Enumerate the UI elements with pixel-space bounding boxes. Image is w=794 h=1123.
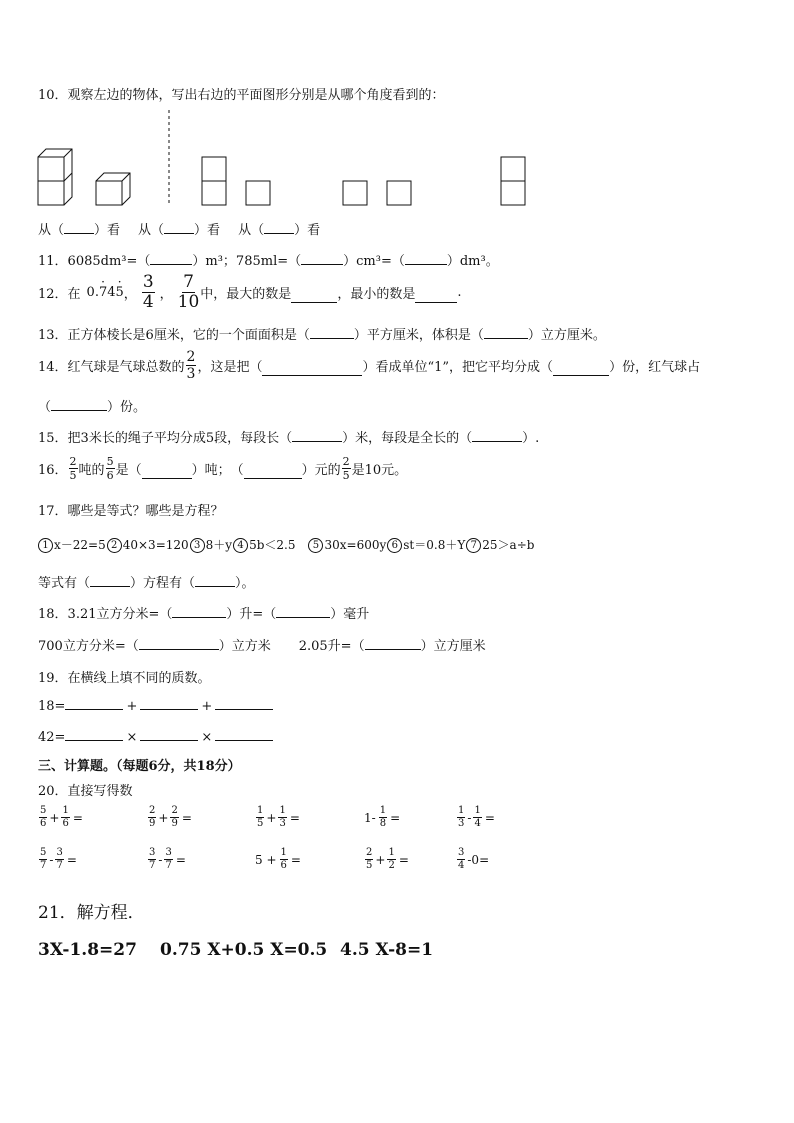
view-c	[501, 157, 525, 205]
blank[interactable]	[90, 575, 130, 587]
blank[interactable]	[65, 729, 123, 741]
expression: 40×3=120	[122, 538, 189, 552]
cube-stack-tall	[38, 149, 72, 205]
q14-line1: 14．红气球是气球总数的 2 3 ，这是把（ ）看成单位“1”，把它平均分成（ ）份，红气球占	[38, 349, 701, 382]
blank[interactable]	[139, 638, 219, 650]
q13: 13．正方体棱长是6厘米，它的一个面面积是（ ）平方厘米，体积是（ ）立方厘米。	[38, 328, 606, 343]
blank[interactable]	[472, 430, 522, 442]
blank[interactable]	[415, 291, 457, 303]
fraction: 3 4	[142, 272, 154, 312]
q15: 15．把3米长的绳子平均分成5段，每段长（ ）米，每段是全长的（ ）.	[38, 431, 540, 446]
arithmetic-item: 1- $\frac{1}{8}$ =	[364, 805, 401, 829]
fraction: $\frac{1}{8}$	[379, 805, 387, 829]
blank[interactable]	[195, 575, 235, 587]
fraction: $\frac{1}{4}$	[474, 805, 481, 829]
q20-text: 20．直接写得数	[38, 784, 133, 799]
blank[interactable]	[140, 698, 198, 710]
fraction: 2 5	[366, 847, 373, 871]
blank[interactable]	[301, 253, 343, 265]
q17-text: 17．哪些是等式？哪些是方程？	[38, 504, 224, 519]
arithmetic-item: 1 3 - $\frac{1}{4}$ =	[458, 805, 495, 829]
fraction: $\frac{1}{2}$	[388, 847, 395, 871]
blank[interactable]	[310, 327, 354, 339]
view-b	[343, 181, 411, 205]
arithmetic-item: 1 5 + $\frac{1}{3}$ =	[257, 805, 300, 829]
q19-text: 19．在横线上填不同的质数。	[38, 671, 211, 686]
fraction: $\frac{3}{7}$	[56, 847, 63, 871]
fraction: $\frac{2}{9}$	[171, 805, 178, 829]
blank[interactable]	[140, 729, 198, 741]
q10-figures	[30, 108, 530, 212]
blank[interactable]	[150, 253, 192, 265]
q11: 11．6085dm³=（ ）m³；785ml=（ ）cm³=（ ）dm³。	[38, 254, 499, 269]
expression: 25＞a÷b	[482, 538, 535, 552]
arithmetic-item: 3 7 - $\frac{3}{7}$ =	[149, 847, 186, 871]
cube-single	[96, 173, 130, 205]
q16: 16． 2 5 吨的 5 6 是（ ）吨； （ ）元的 2 5 是10元。	[38, 455, 408, 482]
fraction: 2 9	[149, 805, 156, 829]
equation-1: 3X-1.8=27	[38, 940, 137, 960]
fraction: 3 7	[149, 847, 156, 871]
blank[interactable]	[264, 222, 294, 234]
decimal-number: 0.7 ·45 ·	[87, 285, 124, 300]
fraction: $\frac{3}{7}$	[165, 847, 172, 871]
item-number-circle: 5	[308, 538, 323, 553]
q14-line2: （ ）份。	[38, 400, 147, 415]
q19-line1: 18= + +	[38, 698, 273, 714]
blank[interactable]	[262, 364, 362, 376]
arithmetic-item: 2 5 + $\frac{1}{2}$ =	[366, 847, 409, 871]
blank[interactable]	[172, 606, 226, 618]
fraction: 1 5	[257, 805, 264, 829]
item-number-circle: 3	[190, 538, 205, 553]
equation-2: 0.75 X+0.5 X=0.5	[160, 940, 328, 960]
fraction: 3 4	[458, 847, 465, 871]
blank[interactable]	[64, 222, 94, 234]
fraction: 5 6	[40, 805, 47, 829]
expression: 5b＜2.5	[249, 538, 308, 552]
blank[interactable]	[215, 698, 273, 710]
view-a	[202, 157, 270, 205]
blank[interactable]	[164, 222, 194, 234]
blank[interactable]	[244, 467, 302, 479]
blank[interactable]	[276, 606, 330, 618]
blank[interactable]	[405, 253, 447, 265]
fraction: $\frac{1}{6}$	[280, 847, 287, 871]
blank[interactable]	[65, 698, 123, 710]
blank[interactable]	[484, 327, 528, 339]
blank[interactable]	[215, 729, 273, 741]
fraction: 5 6	[106, 455, 114, 482]
item-number-circle: 2	[107, 538, 122, 553]
fraction: $\frac{1}{3}$	[279, 805, 286, 829]
q18-line2: 700立方分米=（ ）立方米 2.05升=（ ）立方厘米	[38, 639, 486, 654]
equation-3: 4.5 X-8=1	[340, 940, 434, 960]
arithmetic-item: 5 + $\frac{1}{6}$ =	[255, 847, 301, 871]
expression: 30x=600y	[324, 538, 387, 552]
q18-line1: 18．3.21立方分米=（ ）升=（ ）毫升	[38, 607, 370, 622]
arithmetic-item: 5 6 + $\frac{1}{6}$ =	[40, 805, 83, 829]
blank[interactable]	[142, 467, 192, 479]
fraction: 2 3	[186, 349, 196, 382]
blank[interactable]	[291, 291, 337, 303]
fraction: $\frac{1}{6}$	[62, 805, 69, 829]
q21-text: 21．解方程．	[38, 903, 145, 923]
expression: st＝0.8＋Y	[403, 538, 466, 552]
arithmetic-item: 5 7 - $\frac{3}{7}$ =	[40, 847, 77, 871]
q10-answer-row: 从（ ）看 从（ ）看 从（ ）看	[38, 223, 321, 238]
q17-answer: 等式有（ ）方程有（ ）。	[38, 576, 255, 591]
item-number-circle: 7	[466, 538, 481, 553]
fraction: 7 10	[177, 272, 200, 312]
item-number-circle: 1	[38, 538, 53, 553]
arithmetic-item: 2 9 + $\frac{2}{9}$ =	[149, 805, 192, 829]
blank[interactable]	[553, 364, 609, 376]
fraction: 1 3	[458, 805, 465, 829]
blank[interactable]	[292, 430, 342, 442]
fraction: 5 7	[40, 847, 47, 871]
expression: 8＋y	[205, 538, 233, 552]
fraction: 2 5	[342, 455, 350, 482]
q10-text: 10．观察左边的物体，写出右边的平面图形分别是从哪个角度看到的：	[38, 88, 445, 103]
arithmetic-item: 3 4 -0=	[458, 847, 490, 871]
section-heading: 三、计算题。（每题6分，共18分）	[38, 759, 241, 774]
blank[interactable]	[365, 638, 421, 650]
expression: x－22=5	[54, 538, 106, 552]
item-number-circle: 4	[233, 538, 248, 553]
q12: 12．在 0.7 ·45 · ， 3 4 ， 7 10 中，最大的数是 ，最小的数是 .	[38, 274, 461, 311]
q19-line2: 42= × ×	[38, 729, 273, 745]
item-number-circle: 6	[387, 538, 402, 553]
q17-items	[38, 536, 535, 553]
fraction: 2 5	[69, 455, 77, 482]
blank[interactable]	[51, 399, 107, 411]
